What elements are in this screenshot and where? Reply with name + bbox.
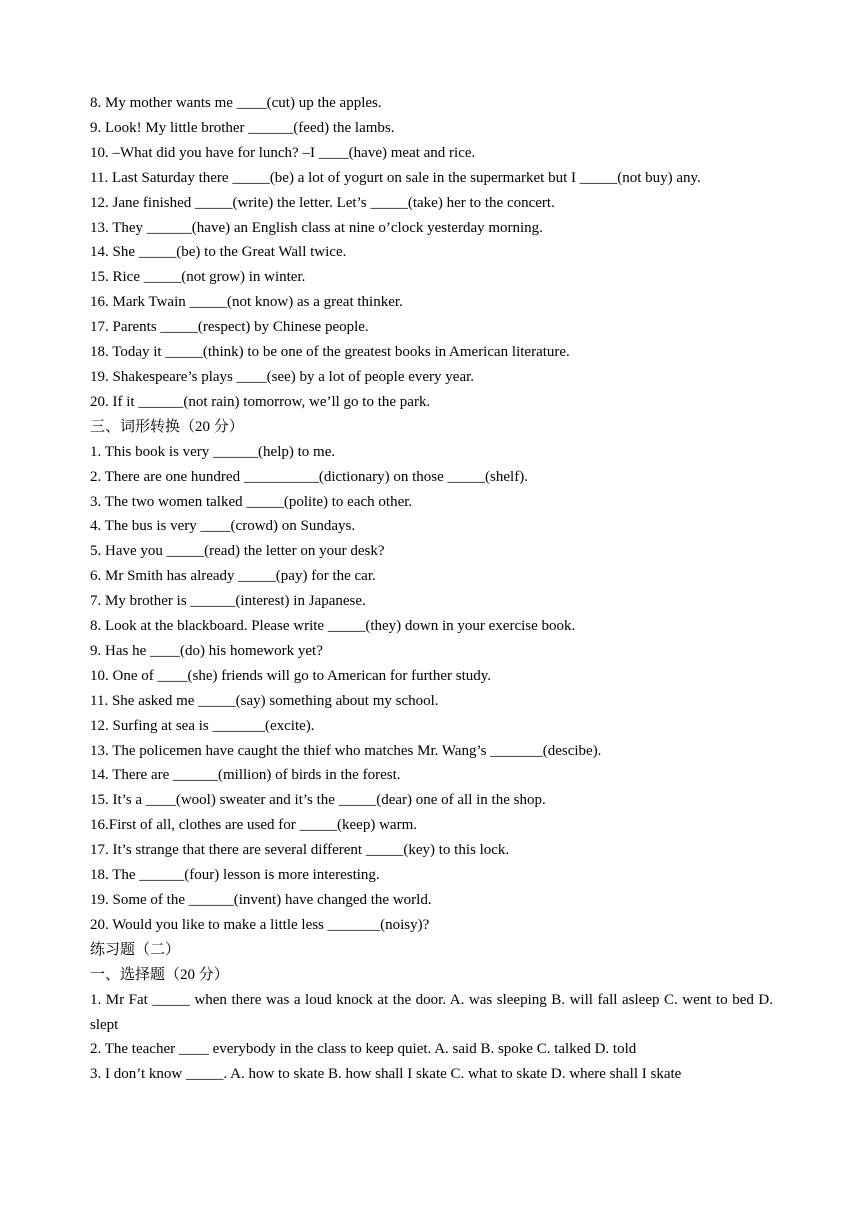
exercise-line: 16.First of all, clothes are used for _____(keep) warm.: [90, 817, 417, 834]
exercise-line: 1. This book is very ______(help) to me.: [90, 443, 336, 460]
exercise-line: 8. Look at the blackboard. Please write _____(they) down in your exercise book.: [90, 618, 576, 635]
exercise-line: 20. Would you like to make a little less _______(noisy)?: [90, 916, 430, 933]
exercise-line: 19. Shakespeare’s plays ____(see) by a lot of people every year.: [90, 368, 475, 385]
exercise-line: 4. The bus is very ____(crowd) on Sundays.: [90, 518, 356, 535]
exercise-line: 3. I don’t know _____. A. how to skate B. how shall I skate C. what to skate D. where shall I skate: [90, 1066, 682, 1083]
exercise-line: 12. Surfing at sea is _______(excite).: [90, 717, 315, 734]
exercise-line: 10. One of ____(she) friends will go to American for further study.: [90, 667, 492, 684]
document-page: [90, 91, 773, 1087]
section-title: 练习题（二）: [90, 941, 181, 958]
exercise-line: 17. It’s strange that there are several different _____(key) to this lock.: [90, 842, 510, 859]
exercise-line: 11. She asked me _____(say) something about my school.: [90, 692, 439, 709]
section-heading: 一、选择题（20 分）: [90, 966, 229, 983]
exercise-line: 18. Today it _____(think) to be one of the greatest books in American literature.: [90, 344, 570, 361]
exercise-line: 13. They ______(have) an English class at nine o’clock yesterday morning.: [90, 219, 543, 236]
exercise-line: 14. She _____(be) to the Great Wall twice.: [90, 244, 347, 261]
exercise-line: 15. Rice _____(not grow) in winter.: [90, 269, 306, 286]
exercise-line: 11. Last Saturday there _____(be) a lot of yogurt on sale in the supermarket but I _____(not buy) any.: [90, 169, 701, 186]
exercise-line: 7. My brother is ______(interest) in Japanese.: [90, 593, 366, 610]
exercise-line: 15. It’s a ____(wool) sweater and it’s the _____(dear) one of all in the shop.: [90, 792, 546, 809]
exercise-line: 17. Parents _____(respect) by Chinese people.: [90, 319, 369, 336]
exercise-line: 16. Mark Twain _____(not know) as a great thinker.: [90, 294, 403, 311]
exercise-line: 18. The ______(four) lesson is more interesting.: [90, 867, 380, 884]
exercise-line: 8. My mother wants me ____(cut) up the apples.: [90, 95, 382, 111]
exercise-line: 19. Some of the ______(invent) have changed the world.: [90, 892, 432, 908]
exercise-line: 5. Have you _____(read) the letter on your desk?: [90, 543, 385, 560]
section-heading: 三、词形转换（20 分）: [90, 418, 244, 435]
exercise-line: 1. Mr Fat _____ when there was a loud knock at the door. A. was sleeping B. will fall asleep C. went to bed D. slept: [90, 991, 773, 1033]
exercise-line: 10. –What did you have for lunch? –I ____(have) meat and rice.: [90, 144, 476, 161]
exercise-line: 2. There are one hundred __________(dictionary) on those _____(shelf).: [90, 468, 528, 485]
exercise-line: 9. Look! My little brother ______(feed) the lambs.: [90, 119, 395, 136]
exercise-line: 9. Has he ____(do) his homework yet?: [90, 642, 323, 659]
exercise-line: 20. If it ______(not rain) tomorrow, we’ll go to the park.: [90, 393, 431, 410]
exercise-line: 6. Mr Smith has already _____(pay) for the car.: [90, 568, 376, 585]
exercise-line: 12. Jane finished _____(write) the letter. Let’s _____(take) her to the concert.: [90, 194, 555, 211]
exercise-line: 2. The teacher ____ everybody in the class to keep quiet. A. said B. spoke C. talked D. told: [90, 1041, 637, 1058]
exercise-line: 14. There are ______(million) of birds in the forest.: [90, 767, 401, 784]
exercise-line: 3. The two women talked _____(polite) to each other.: [90, 493, 413, 510]
exercise-line: 13. The policemen have caught the thief who matches Mr. Wang’s _______(descibe).: [90, 742, 602, 759]
